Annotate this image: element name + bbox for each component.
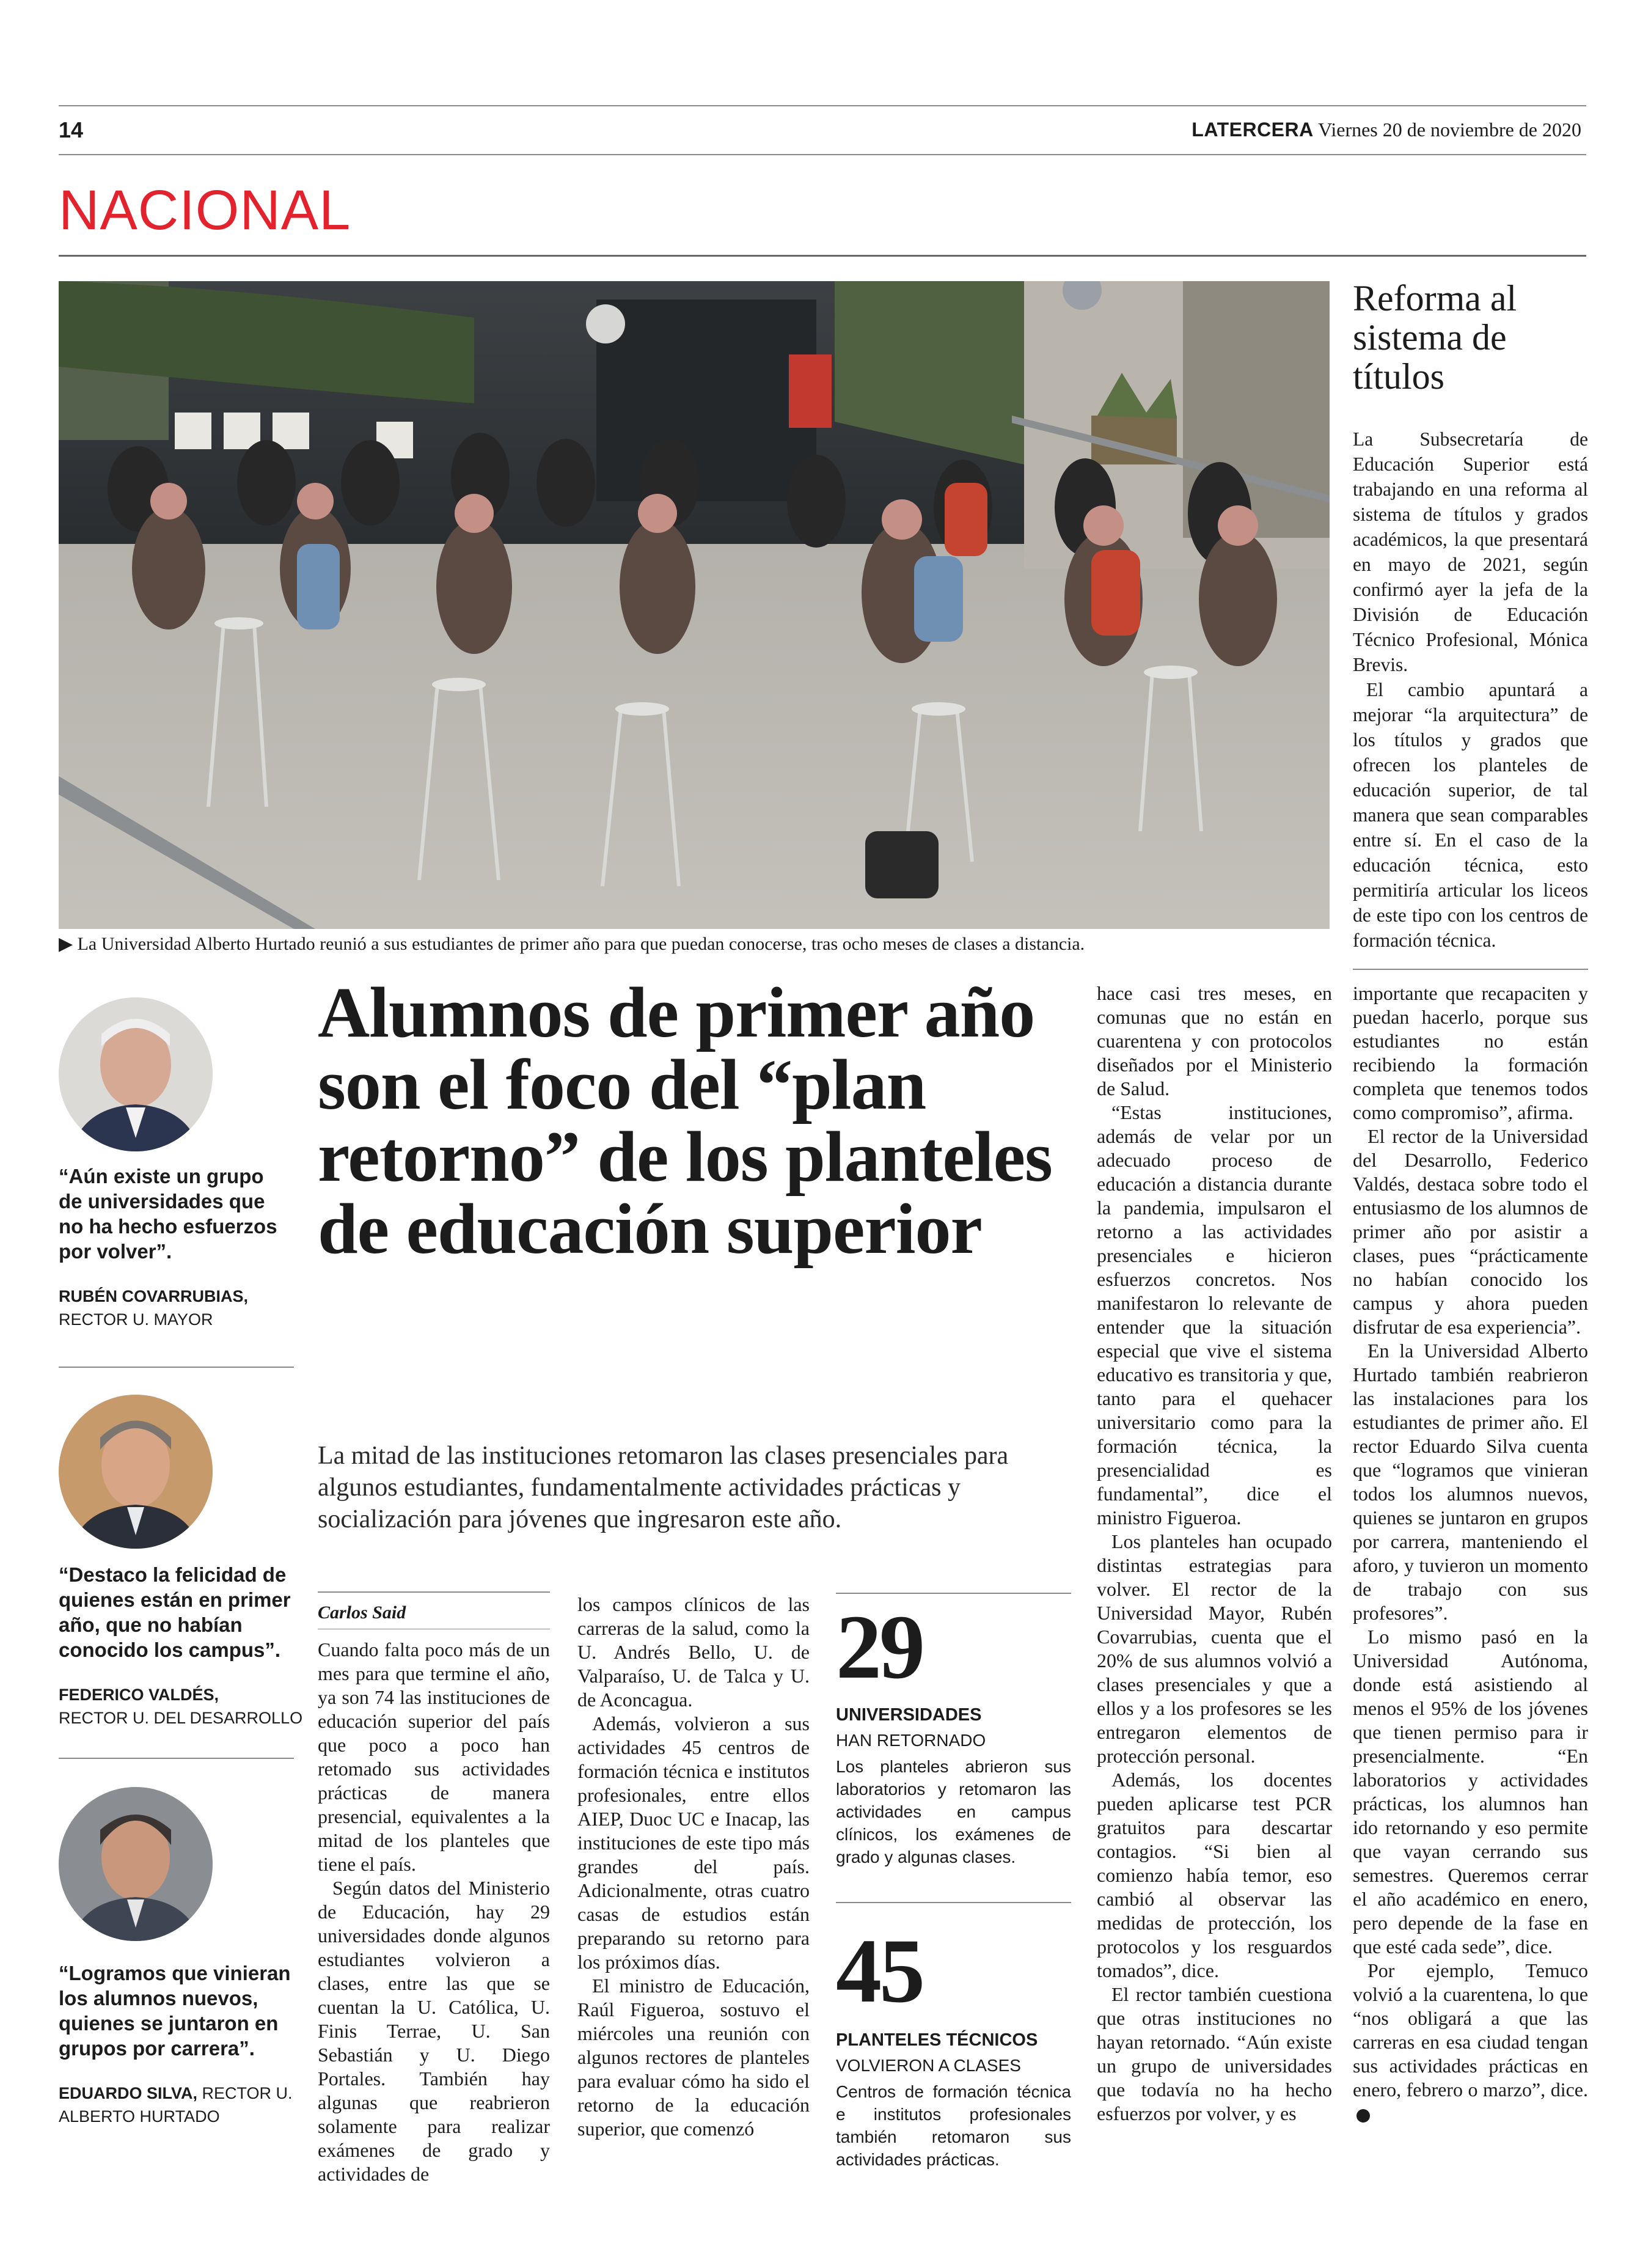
- header-top-rule: [59, 105, 1586, 106]
- caption-triangle-icon: ▶: [59, 934, 78, 954]
- photo-caption: [59, 933, 1342, 955]
- article-paragraph: El rector también cuestiona que otras instituciones no hayan retornado. “Aún existe un grupo de universidades que todavía no ha hecho esfuerzos por volver, y es: [1097, 1983, 1332, 2124]
- byline-rule: [318, 1591, 550, 1593]
- issue-date: Viernes 20 de noviembre de 2020: [1318, 119, 1581, 141]
- stat-sublabel: HAN RETORNADO: [836, 1731, 986, 1750]
- sidebar-rule: [1353, 969, 1588, 970]
- quote-text: “Logramos que vinieran los alumnos nuevos, quienes se juntaron en grupos por carrera”.: [59, 1962, 291, 2060]
- article-paragraph: los campos clínicos de las carreras de la salud, como la U. Andrés Bello, U. de Valparaíso, U. de Talca y U. de Aconcagua.: [577, 1593, 810, 1711]
- quote-attribution: [59, 2082, 303, 2128]
- quote-divider: [59, 1367, 294, 1368]
- article-paragraph: hace casi tres meses, en comunas que no están en cuarentena y con protocolos diseñados por el Ministerio de Salud.: [1097, 982, 1332, 1099]
- stat-label: PLANTELES TÉCNICOS: [836, 2030, 1038, 2050]
- header-bottom-rule: [59, 154, 1586, 155]
- quote-name: EDUARDO SILVA,: [59, 2084, 198, 2102]
- quote-name: RUBÉN COVARRUBIAS,: [59, 1287, 249, 1305]
- page-number: 14: [59, 117, 84, 142]
- end-of-article-icon: [1356, 2109, 1370, 2123]
- avatar-ruben-covarrubias: [59, 997, 213, 1151]
- article-paragraph: “Estas instituciones, además de velar por un adecuado proceso de educación a distancia durante la pandemia, impulsaron el retorno a las actividades presenciales e hicieron esfuerzos concretos. Nos manifestaron lo relevante de entender que la situación especial que vive el sistema educativo es transitoria y que, tanto para el quehacer universitario como para la formación técnica, la presencialidad es fundamental”, dice el ministro Figueroa.: [1097, 1101, 1332, 1529]
- quote-name: FEDERICO VALDÉS,: [59, 1686, 219, 1704]
- sidebar-body: [1353, 427, 1588, 953]
- article-paragraph: Además, volvieron a sus actividades 45 centros de formación técnica e institutos profesionales, entre ellos AIEP, Duoc UC e Inacap, las instituciones de este tipo más grandes del país. Adicionalmente, otras cuatro casas de estudios están preparando su retorno para los próximos días.: [577, 1712, 810, 1973]
- avatar-federico-valdes: [59, 1395, 213, 1549]
- quote-text: “Destaco la felicidad de quienes están en primer año, que no habían conocido los campus”.: [59, 1563, 291, 1661]
- quote-attribution: [59, 1683, 303, 1730]
- quote-role: RECTOR U. MAYOR: [59, 1310, 213, 1329]
- article-paragraph: El rector de la Universidad del Desarrollo, Federico Valdés, destaca sobre todo el entusiasmo de los alumnos de primer año por asistir a clases, pues “prácticamente no habían conocido los campus y ahora pueden disfrutar de esa experiencia”.: [1353, 1125, 1588, 1338]
- article-paragraph: Los planteles han ocupado distintas estrategias para volver. El rector de la Universidad Mayor, Rubén Covarrubias, cuenta que el 20% de sus alumnos volvió a clases presenciales y que a ellos y a los profesores se les entregaron elementos de protección personal.: [1097, 1530, 1332, 1767]
- quote-attribution: [59, 1285, 303, 1331]
- article-headline: Alumnos de primer año son el foco del “plan retorno” de los planteles de educación superior: [318, 972, 1052, 1269]
- caption-text: La Universidad Alberto Hurtado reunió a sus estudiantes de primer año para que puedan conocerse, tras ocho meses de clases a distancia.: [77, 934, 1085, 954]
- article-paragraph: Además, los docentes pueden aplicarse test PCR gratuitos para descartar contagios. “Si bien al comienzo había temor, eso cambió al observar las medidas de protección, los protocolos y los resguardos tomados”, dice.: [1097, 1769, 1332, 1981]
- masthead: [1192, 119, 1581, 141]
- portrait-image: [59, 997, 213, 1151]
- article-paragraph: Lo mismo pasó en la Universidad Autónoma, donde está asistiendo al menos el 95% de los jóvenes que tienen permiso para ir presencialmente. “En laboratorios y actividades prácticas, los alumnos han ido retornando y eso permite que vayan cerrando sus semestres. Queremos cerrar el año académico en enero, pero depende de la fase en que esté cada sede”, dice.: [1353, 1626, 1588, 1958]
- stat-number: 29: [836, 1596, 923, 1698]
- section-rule: [59, 255, 1586, 257]
- article-paragraph: Según datos del Ministerio de Educación, hay 29 universidades donde algunos estudiantes volvieron a clases, entre las que se cuentan la U. Católica, U. Finis Terrae, U. San Sebastián y U. Diego Portales. También hay algunas que reabrieron solamente para realizar exámenes de grado y actividades de: [318, 1877, 550, 2185]
- sidebar-paragraph: El cambio apuntará a mejorar “la arquitectura” de los títulos y grados que ofrecen los planteles de educación superior, de tal manera que sean comparables entre sí. En el caso de la educación técnica, esto permitiría articular los liceos de este tipo con los centros de formación técnica.: [1353, 679, 1588, 951]
- sidebar-title: Reforma al sistema de títulos: [1353, 278, 1517, 397]
- article-paragraph: [1353, 1959, 1588, 2126]
- article-column-5: [1353, 982, 1588, 2126]
- quote-divider: [59, 1758, 294, 1759]
- article-column-4: [1097, 982, 1332, 2126]
- stat-description: Centros de formación técnica e institutos profesionales también retomaron sus actividades prácticas.: [836, 2082, 1071, 2169]
- stat-rule: [836, 1593, 1071, 1594]
- stat-sublabel: VOLVIERON A CLASES: [836, 2056, 1021, 2075]
- article-paragraph: Cuando falta poco más de un mes para que termine el año, ya son 74 las instituciones de educación superior del país que poco a poco han retomado sus actividades prácticas de manera presencial, equivalentes a la mitad de los planteles que tiene el país.: [318, 1639, 550, 1875]
- students-courtyard-photo: [59, 281, 1330, 929]
- sidebar-paragraph: La Subsecretaría de Educación Superior está trabajando en una reforma al sistema de títulos y grados académicos, la que presentará en mayo de 2021, según confirmó ayer la jefa de la División de Educación Técnico Profesional, Mónica Brevis.: [1353, 428, 1588, 675]
- article-column-2: [577, 1593, 810, 2141]
- article-paragraph-text: Por ejemplo, Temuco volvió a la cuarentena, lo que “nos obligará a que las carreras en esa ciudad tengan sus actividades prácticas en enero, febrero o marzo”, dice.: [1353, 1959, 1588, 2101]
- stat-number: 45: [836, 1920, 923, 2022]
- quote-role: RECTOR U. ALBERTO HURTADO: [59, 2084, 293, 2126]
- stat-rule: [836, 1902, 1071, 1903]
- section-title: NACIONAL: [59, 179, 351, 241]
- article-column-1: [318, 1638, 550, 2186]
- portrait-image: [59, 1787, 213, 1941]
- article-paragraph: El ministro de Educación, Raúl Figueroa, sostuvo el miércoles una reunión con algunos rectores de planteles para evaluar cómo ha sido el retorno de la educación superior, que comenzó: [577, 1975, 810, 2140]
- brand-name: LATERCERA: [1192, 119, 1314, 141]
- quote-text: “Aún existe un grupo de universidades que no ha hecho esfuerzos por volver”.: [59, 1165, 277, 1263]
- news-photo: [59, 281, 1330, 929]
- article-subheading: La mitad de las instituciones retomaron las clases presenciales para algunos estudiantes, fundamentalmente actividades prácticas y socialización para jóvenes que ingresaron este año.: [318, 1442, 1009, 1533]
- avatar-eduardo-silva: [59, 1787, 213, 1941]
- stat-label: UNIVERSIDADES: [836, 1705, 982, 1725]
- article-paragraph: importante que recapaciten y puedan hacerlo, porque sus estudiantes no están recibiendo la formación completa que tenemos todos como compromiso”, afirma.: [1353, 982, 1588, 1123]
- article-paragraph: En la Universidad Alberto Hurtado también reabrieron las instalaciones para los estudiantes de primer año. El rector Eduardo Silva cuenta que “logramos que vinieran todos los alumnos nuevos, quienes se juntaron en grupos por carrera, manteniendo el aforo, y tuvieron un momento de trabajo con sus profesores”.: [1353, 1340, 1588, 1624]
- portrait-image: [59, 1395, 213, 1549]
- byline: Carlos Said: [318, 1602, 406, 1623]
- quote-role: RECTOR U. DEL DESARROLLO: [59, 1709, 303, 1727]
- stat-description: Los planteles abrieron sus laboratorios y retomaron las actividades en campus clínicos, los exámenes de grado y algunas clases.: [836, 1757, 1071, 1866]
